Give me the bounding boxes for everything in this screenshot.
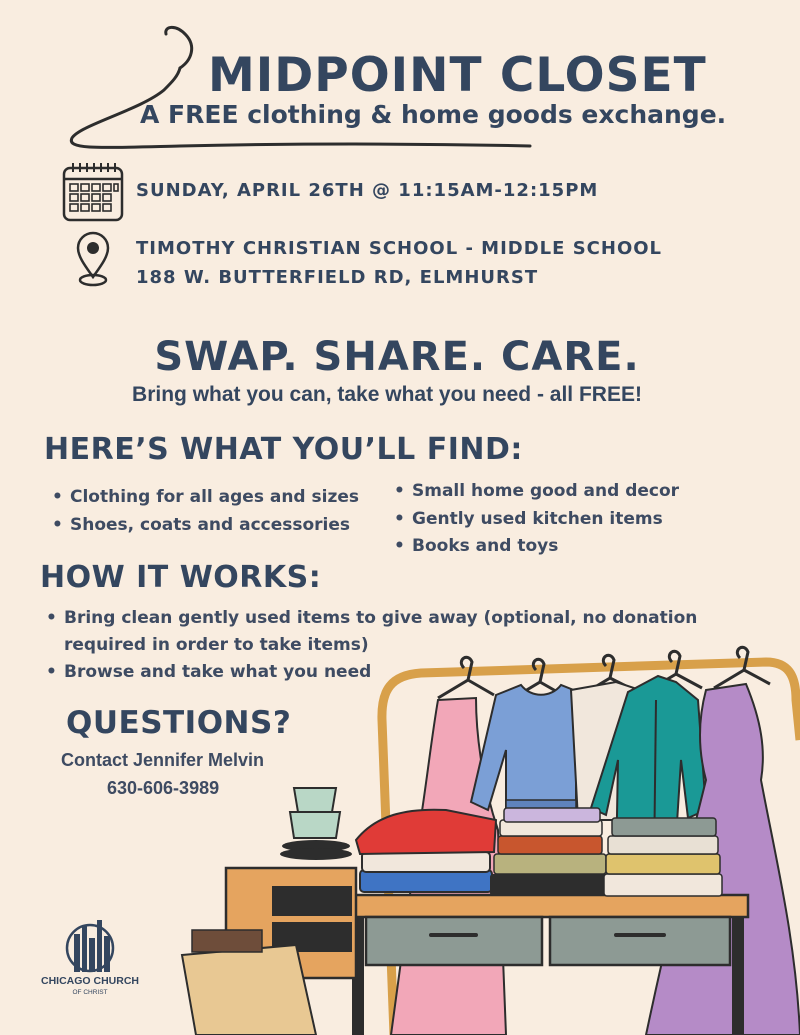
list-item: • Clothing for all ages and sizes bbox=[52, 487, 359, 515]
tagline-heading: SWAP. SHARE. CARE. bbox=[154, 334, 640, 380]
clothing-rack-illustration bbox=[176, 640, 800, 1035]
venue-address: 188 W. BUTTERFIELD RD, ELMHURST bbox=[136, 267, 539, 288]
how-heading: HOW IT WORKS: bbox=[40, 560, 322, 595]
map-pin-icon bbox=[76, 231, 110, 289]
venue-name: TIMOTHY CHRISTIAN SCHOOL - MIDDLE SCHOOL bbox=[136, 238, 663, 259]
find-list-left bbox=[52, 487, 359, 543]
calendar-icon bbox=[62, 162, 124, 222]
contact-phone: 630-606-3989 bbox=[107, 778, 220, 798]
questions-heading: QUESTIONS? bbox=[66, 705, 292, 741]
page-subtitle: A FREE clothing & home goods exchange. bbox=[140, 100, 727, 129]
list-item: • Books and toys bbox=[394, 536, 679, 564]
contact-name: Contact Jennifer Melvin bbox=[61, 750, 265, 770]
logo-tagline: OF CHRIST bbox=[72, 989, 108, 996]
list-item: • Bring clean gently used items to give away (optional, no donation required in order to take items) bbox=[46, 605, 724, 659]
logo-name: CHICAGO CHURCH bbox=[41, 975, 139, 987]
chicago-skyline-logo bbox=[30, 908, 150, 974]
find-heading: HERE’S WHAT YOU’LL FIND: bbox=[44, 432, 523, 467]
list-item: • Browse and take what you need bbox=[46, 659, 724, 686]
find-list-right bbox=[394, 481, 679, 564]
list-item: • Small home good and decor bbox=[394, 481, 679, 509]
tagline-subheading: Bring what you can, take what you need - all FREE! bbox=[132, 383, 642, 406]
list-item: • Shoes, coats and accessories bbox=[52, 515, 359, 543]
list-item: • Gently used kitchen items bbox=[394, 509, 679, 537]
event-date: SUNDAY, APRIL 26TH @ 11:15AM-12:15PM bbox=[136, 180, 599, 201]
page-title: MIDPOINT CLOSET bbox=[208, 48, 707, 103]
